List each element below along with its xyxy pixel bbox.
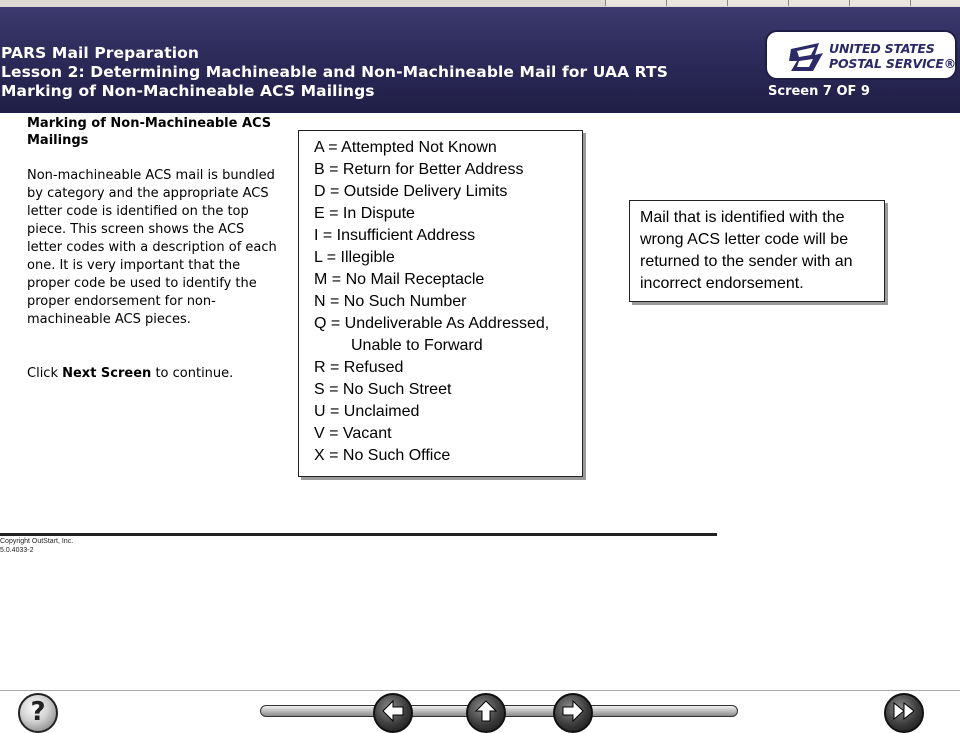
code-item [314, 423, 549, 445]
toolbar-segment [605, 0, 666, 6]
code-text: A = Attempted Not Known [314, 139, 497, 156]
code-text: B = Return for Better Address [314, 161, 524, 178]
warning-note-text: Mail that is identified with the wrong ACS letter code will be returned to the sender with an incorrect endorsement. [640, 209, 853, 292]
code-item [314, 445, 549, 467]
menu-button[interactable] [466, 693, 506, 733]
code-item [314, 357, 549, 379]
acs-codes-list [314, 137, 549, 467]
toolbar-segment [788, 0, 849, 6]
help-button[interactable] [18, 693, 58, 733]
code-text: R = Refused [314, 359, 404, 376]
code-item [314, 181, 549, 203]
last-screen-button[interactable] [884, 693, 924, 733]
code-text: D = Outside Delivery Limits [314, 183, 508, 200]
arrow-up-icon [474, 699, 498, 723]
code-text: E = In Dispute [314, 205, 415, 222]
arrow-left-icon [381, 699, 405, 723]
toolbar-segment [666, 0, 727, 6]
code-text-continued: Unable to Forward [351, 337, 483, 354]
arrow-right-icon [561, 699, 585, 723]
code-item [314, 159, 549, 181]
content-heading: Marking of Non-Machineable ACS Mailings [27, 116, 272, 148]
copyright-text: Copyright OutStart, Inc. [0, 538, 74, 545]
code-item [314, 269, 549, 291]
code-text: X = No Such Office [314, 447, 451, 464]
topic-title: Marking of Non-Machineable ACS Mailings [1, 82, 375, 100]
code-text: I = Insufficient Address [314, 227, 476, 244]
code-text: V = Vacant [314, 425, 392, 442]
usps-logo [765, 30, 957, 80]
code-text: Q = Undeliverable As Addressed, [314, 315, 550, 332]
cta-prefix: Click [27, 366, 63, 381]
code-item [314, 225, 549, 247]
cta-next-screen: Next Screen [62, 366, 152, 381]
code-item [314, 401, 549, 423]
logo-line-2: POSTAL SERVICE® [829, 56, 957, 71]
code-item [314, 291, 549, 313]
double-arrow-right-icon [892, 699, 918, 723]
code-item [314, 137, 549, 159]
acs-codes-box [298, 130, 583, 477]
toolbar-segment [849, 0, 910, 6]
code-item [314, 203, 549, 225]
lesson-title: Lesson 2: Determining Machineable and Non-Machineable Mail for UAA RTS [1, 63, 668, 81]
cta-suffix: to continue. [151, 366, 234, 381]
previous-screen-button[interactable] [373, 693, 413, 733]
code-item [314, 313, 549, 357]
footer-divider [0, 533, 717, 536]
code-text: M = No Mail Receptacle [314, 271, 485, 288]
code-item [314, 247, 549, 269]
logo-line-1: UNITED STATES [829, 41, 935, 56]
copyright [0, 537, 73, 555]
next-screen-button[interactable] [553, 693, 593, 733]
version-text: 5.0.4033-2 [0, 547, 34, 554]
toolbar-segment [910, 0, 960, 6]
continue-instruction [27, 365, 287, 382]
screen-counter: Screen 7 OF 9 [768, 84, 870, 99]
course-header [0, 7, 960, 113]
code-text: S = No Such Street [314, 381, 452, 398]
code-text: L = Illegible [314, 249, 395, 266]
eagle-icon [789, 41, 823, 73]
question-mark-icon: ? [30, 697, 46, 727]
warning-note-box [629, 200, 885, 302]
code-text: U = Unclaimed [314, 403, 420, 420]
course-title: PARS Mail Preparation [1, 44, 200, 62]
code-item [314, 379, 549, 401]
toolbar-segment [727, 0, 788, 6]
content-body: Non-machineable ACS mail is bundled by category and the appropriate ACS letter code is identified on the top piece. This screen shows the ACS letter codes with a description of each one. It is very important that the proper code be used to identify the proper endorsement for non-machineable ACS pieces. [27, 168, 277, 327]
code-text: N = No Such Number [314, 293, 467, 310]
